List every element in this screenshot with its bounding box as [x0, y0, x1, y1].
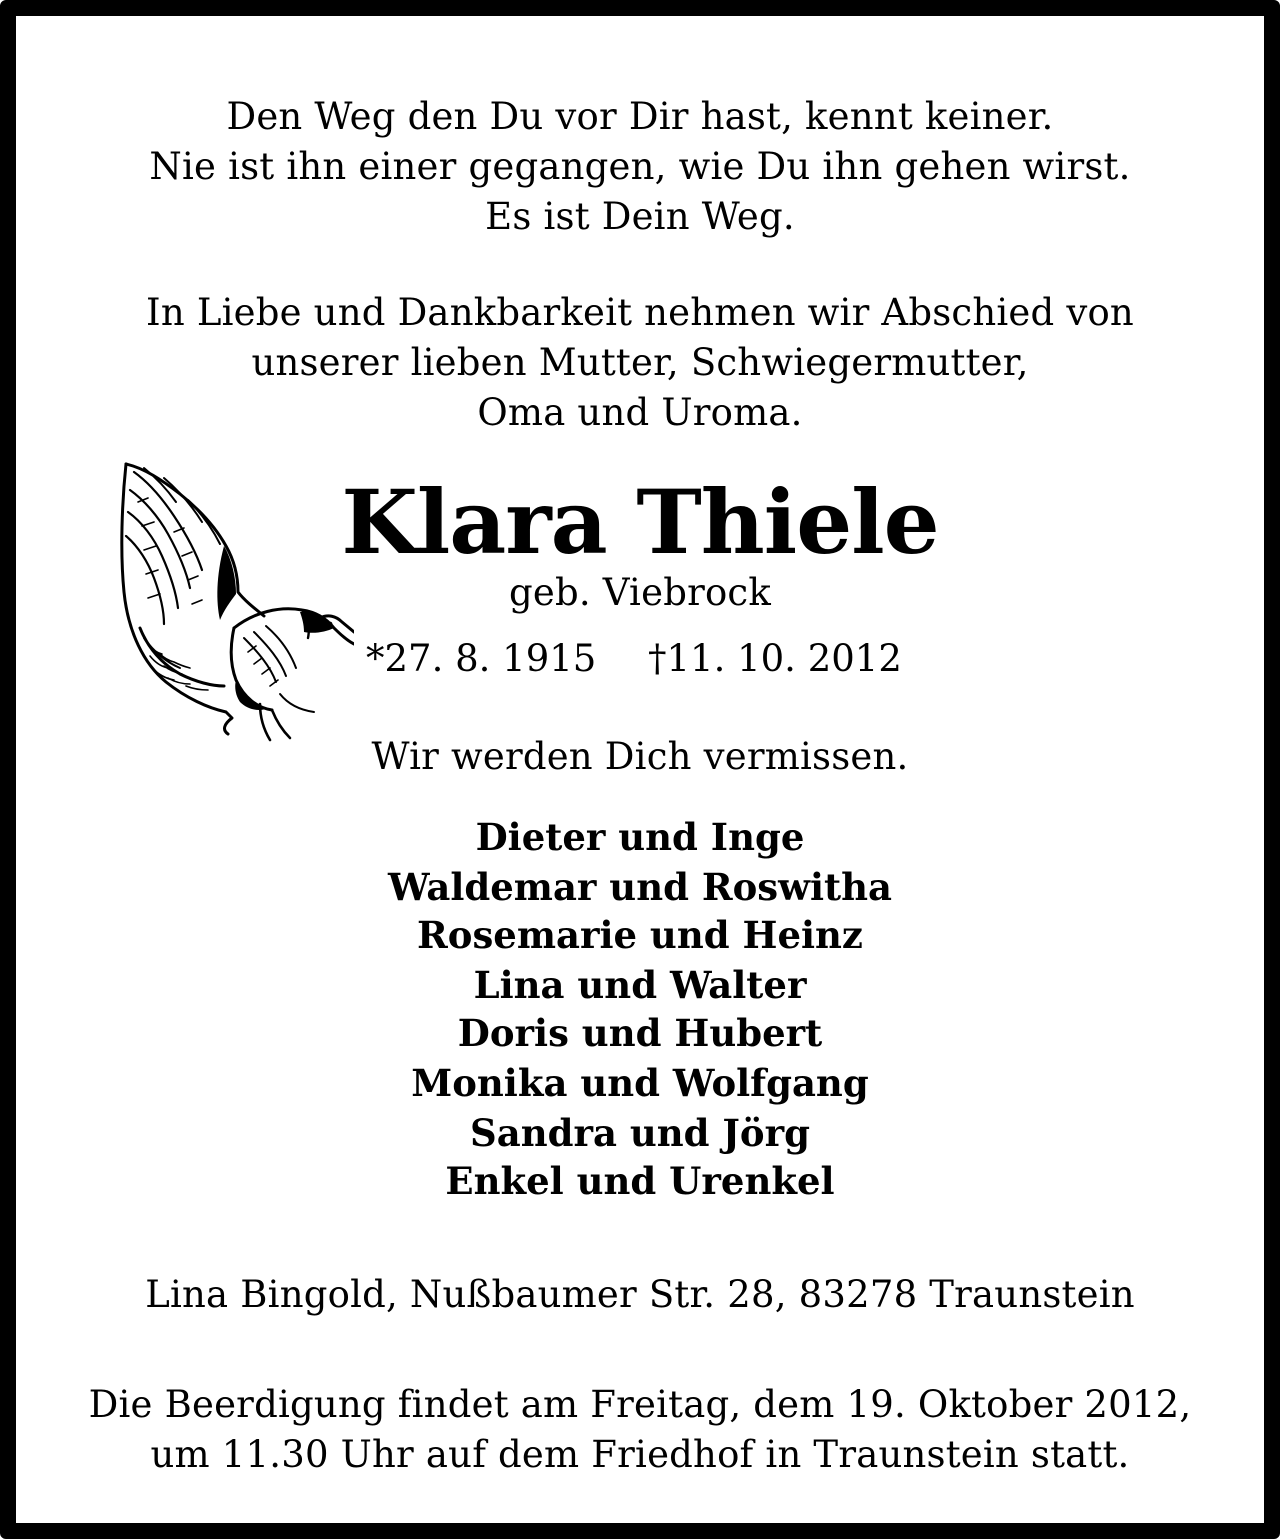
farewell-text: Wir werden Dich vermissen. — [371, 735, 909, 778]
intro-line-3: Oma und Uroma. — [477, 391, 803, 434]
mourner-entry: Lina und Walter — [473, 963, 807, 1007]
funeral-line-2: um 11.30 Uhr auf dem Friedhof in Traunstein statt. — [150, 1433, 1130, 1476]
contact-address: Lina Bingold, Nußbaumer Str. 28, 83278 Traunstein — [145, 1273, 1135, 1316]
mourner-entry: Monika und Wolfgang — [411, 1061, 869, 1105]
mourner-entry: Doris und Hubert — [457, 1011, 823, 1055]
mourner-entry: Dieter und Inge — [475, 815, 805, 859]
poem-line-1: Den Weg den Du vor Dir hast, kennt keiner. — [226, 95, 1054, 138]
poem-line-3: Es ist Dein Weg. — [485, 195, 795, 238]
mourner-entry: Rosemarie und Heinz — [417, 913, 863, 957]
mourner-entry: Enkel und Urenkel — [445, 1159, 835, 1203]
funeral-line-1: Die Beerdigung findet am Freitag, dem 19. Oktober 2012, — [88, 1383, 1192, 1426]
mourner-entry: Waldemar und Roswitha — [388, 865, 892, 909]
mourner-entry: Sandra und Jörg — [470, 1111, 810, 1155]
intro-line-2: unserer lieben Mutter, Schwiegermutter, — [251, 341, 1029, 384]
poem-line-2: Nie ist ihn einer gegangen, wie Du ihn gehen wirst. — [149, 145, 1131, 188]
deceased-name: Klara Thiele — [341, 470, 939, 574]
intro-line-1: In Liebe und Dankbarkeit nehmen wir Abschied von — [146, 291, 1134, 334]
birth-date: *27. 8. 1915 — [366, 637, 597, 680]
birth-name: geb. Viebrock — [509, 571, 771, 614]
death-date: †11. 10. 2012 — [648, 637, 902, 680]
